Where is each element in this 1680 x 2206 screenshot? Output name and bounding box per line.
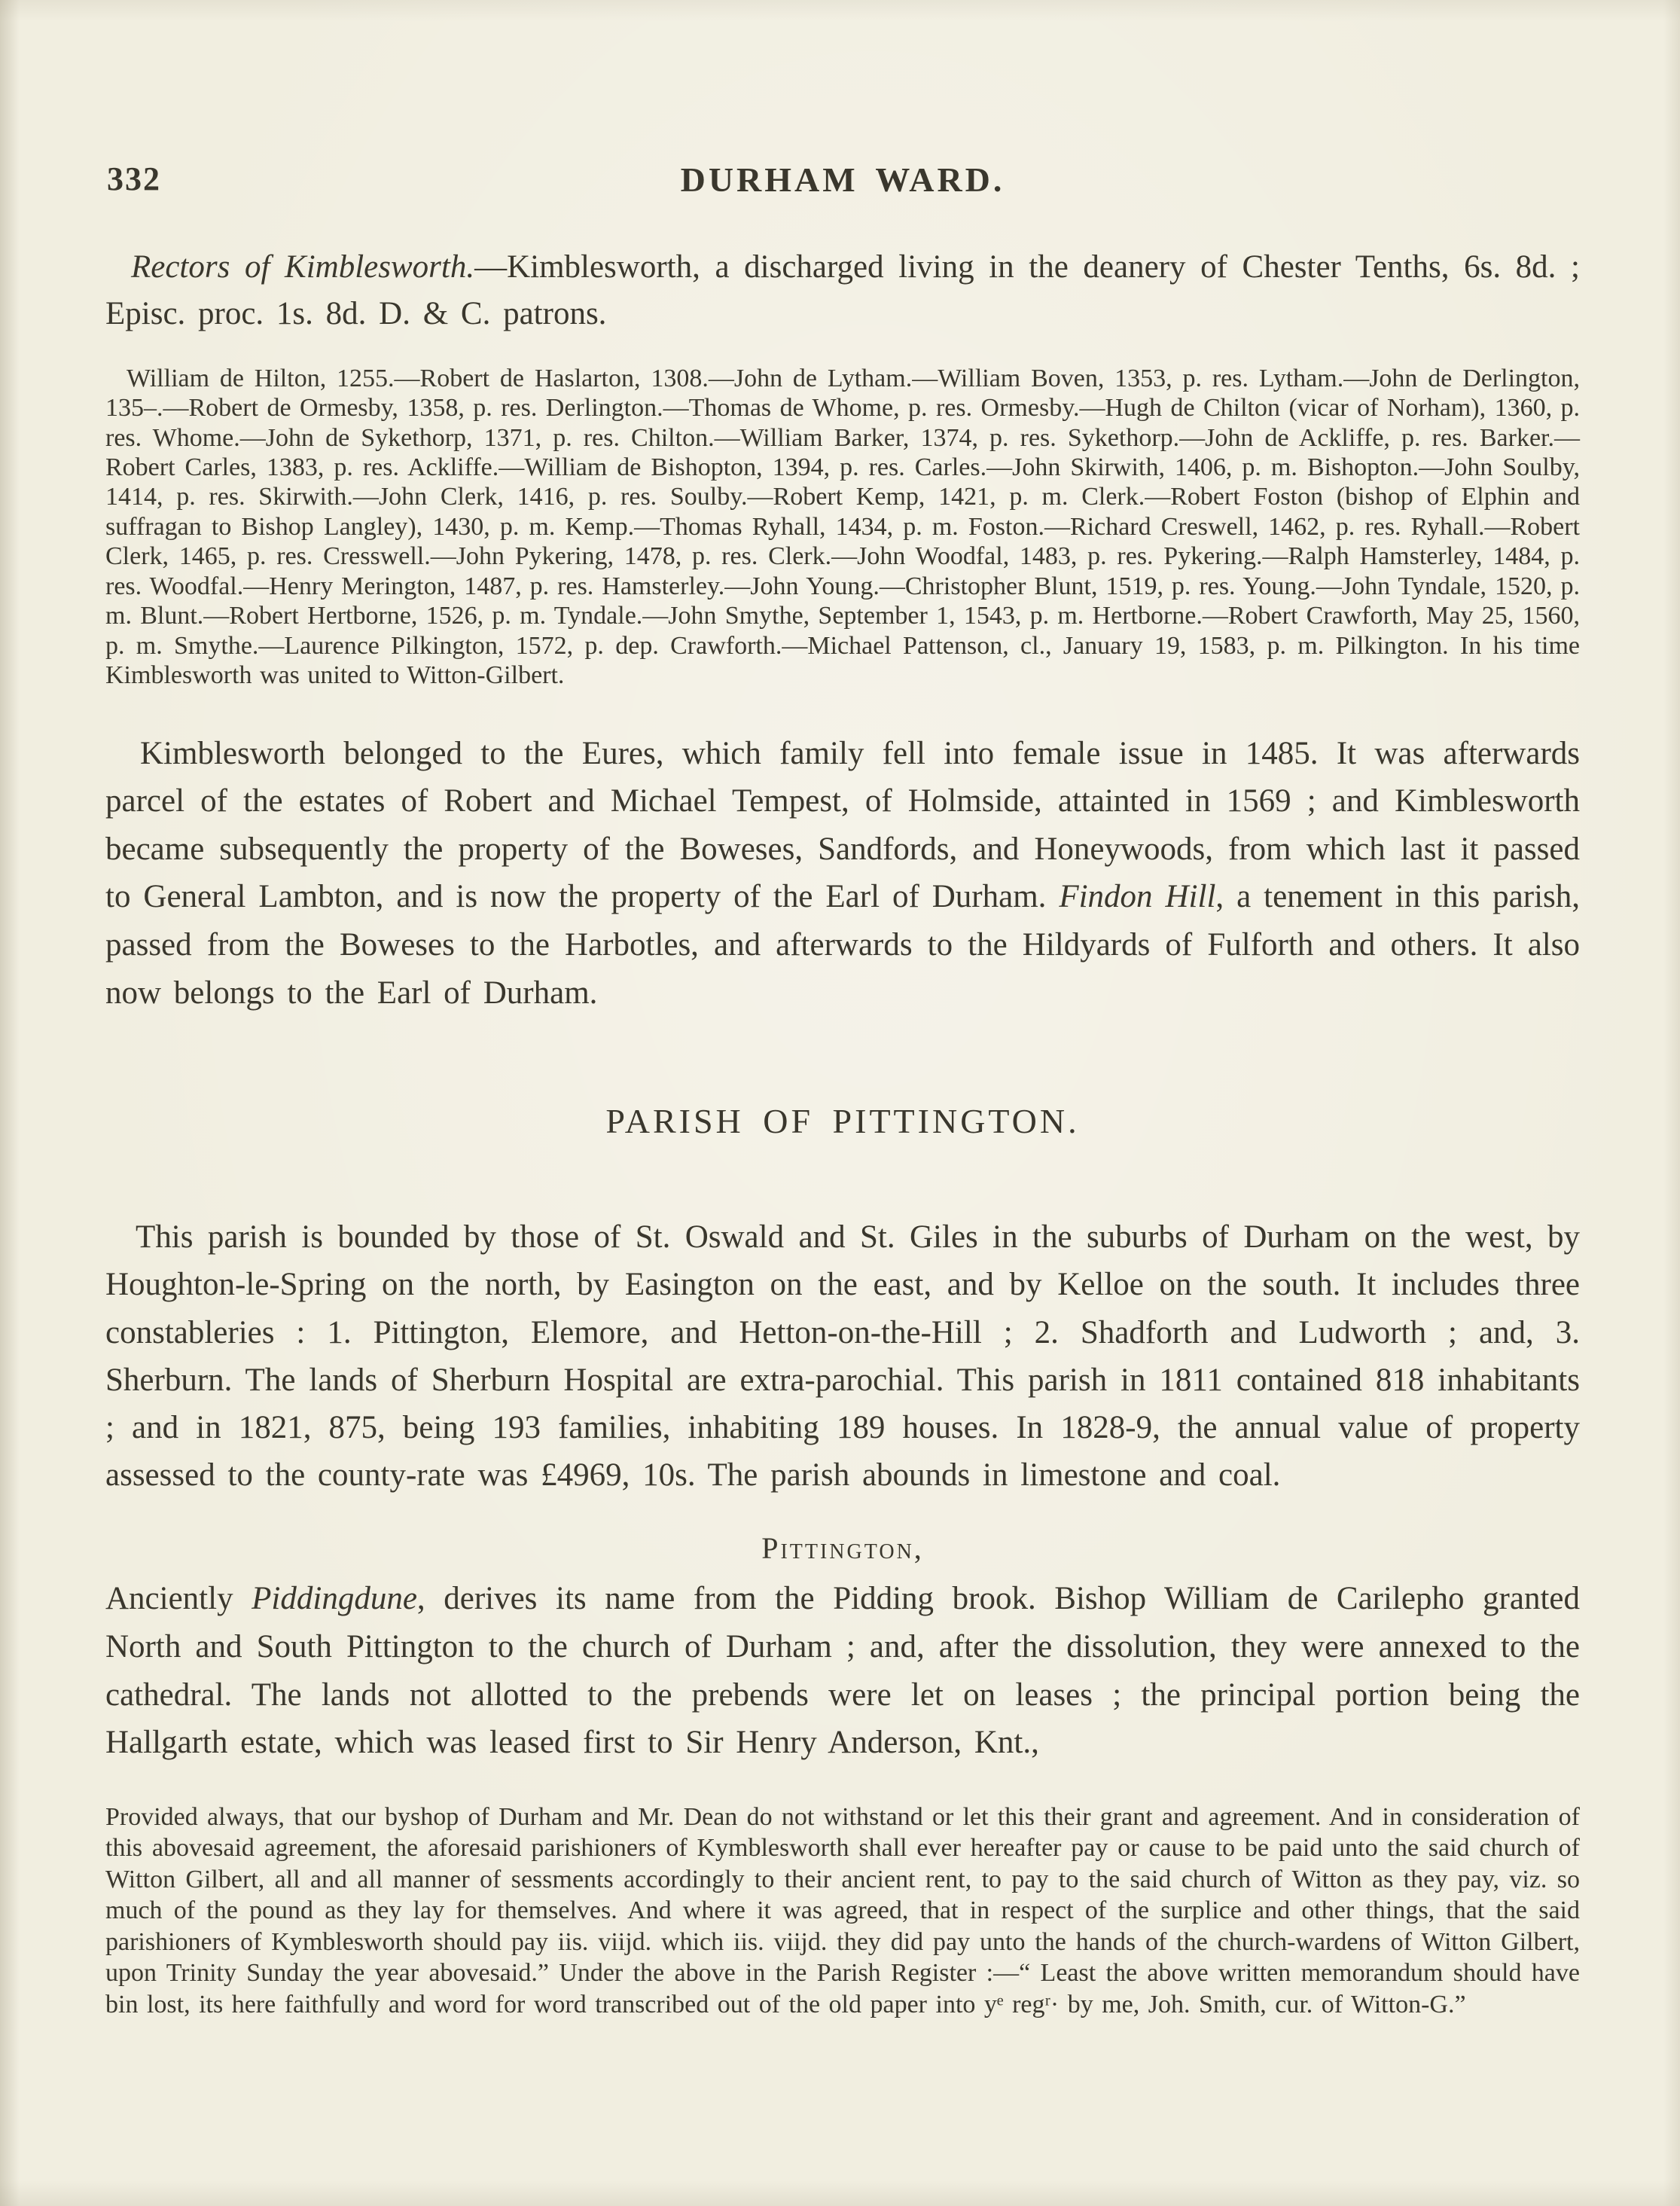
running-head-title: DURHAM WARD. [680,160,1005,199]
kimblesworth-history-part1: Kimblesworth belonged to the Eures, which family fell into female issue in 1485. It was afterwards parcel of the estates of Robert and Michael Tempest, of Holmside, attainted in 1569 ; and Kimblesworth became subsequently the property of the Boweses, Sandfords, and Honeywoods, from which last it passed to General Lambton, and is now the property of the Earl of Durham. [105,735,1580,915]
rectors-intro-paragraph [105,244,1580,338]
parish-description-paragraph: This parish is bounded by those of St. Oswald and St. Giles in the suburbs of Durham on the west, by Houghton-le-Spring on the north, by Easington on the east, and by Kelloe on the south. It includes three constableries : 1. Pittington, Elemore, and Hetton-on-the-Hill ; 2. Shadforth and Ludworth ; and, 3. Sherburn. The lands of Sherburn Hospital are extra-parochial. This parish in 1811 contained 818 inhabitants ; and in 1821, 875, being 193 families, inhabiting 189 houses. In 1828-9, the annual value of property assessed to the county-rate was £4969, 10s. The parish abounds in limestone and coal. [105,1219,1580,1494]
pittington-origin-paragraph [105,1575,1580,1767]
parish-of-pittington-heading: PARISH OF PITTINGTON. [605,1102,1080,1141]
kimblesworth-history-italic: Findon Hill [1059,879,1216,915]
pittington-subheading: Pittington, [761,1531,924,1566]
footnote-paragraph: Provided always, that our byshop of Durham and Mr. Dean do not withstand or let this their grant and agreement. And in consideration of this abovesaid agreement, the aforesaid parishioners of Kymblesworth shall ever hereafter pay or cause to be paid unto the said church of Witton Gilbert, all and all manner of sessments accordingly to their ancient rent, to pay to the said church of Witton as they pay, viz. so much of the pound as they lay for themselves. And where it was agreed, that in respect of the surplice and other things, that the said parishioners of Kymblesworth should pay iis. viijd. which iis. viijd. they did pay unto the hands of the church-wardens of Witton Gilbert, upon Trinity Sunday the year abovesaid.” Under the above in the Parish Register :—“ Least the above written memorandum should have bin lost, its here faithfully and word for word transcribed out of the old paper into yᵉ regʳ· by me, Joh. Smith, cur. of Witton-G.” [105,1802,1580,2018]
rectors-list-paragraph: William de Hilton, 1255.—Robert de Haslarton, 1308.—John de Lytham.—William Boven, 1353, p. res. Lytham.—John de Derlington, 135–.—Robert de Ormesby, 1358, p. res. Derlington.—Thomas de Whome, p. res. Ormesby.—Hugh de Chilton (vicar of Norham), 1360, p. res. Whome.—John de Sykethorp, 1371, p. res. Chilton.—William Barker, 1374, p. res. Sykethorp.—John de Ackliffe, p. res. Barker.—Robert Carles, 1383, p. res. Ackliffe.—William de Bishopton, 1394, p. res. Carles.—John Skirwith, 1406, p. m. Bishopton.—John Soulby, 1414, p. res. Skirwith.—John Clerk, 1416, p. res. Soulby.—Robert Kemp, 1421, p. m. Clerk.—Robert Foston (bishop of Elphin and suffragan to Bishop Langley), 1430, p. m. Kemp.—Thomas Ryhall, 1434, p. m. Foston.—Richard Creswell, 1462, p. res. Ryhall.—Robert Clerk, 1465, p. res. Cresswell.—John Pykering, 1478, p. res. Clerk.—John Woodfal, 1483, p. res. Pykering.—Ralph Hamsterley, 1484, p. res. Woodfal.—Henry Merington, 1487, p. res. Hamsterley.—John Young.—Christopher Blunt, 1519, p. res. Young.—John Tyndale, 1520, p. m. Blunt.—Robert Hertborne, 1526, p. m. Tyndale.—John Smythe, September 1, 1543, p. m. Hertborne.—Robert Crawforth, May 25, 1560, p. m. Smythe.—Laurence Pilkington, 1572, p. dep. Crawforth.—Michael Pattenson, cl., January 19, 1583, p. m. Pilkington. In his time Kimblesworth was united to Witton-Gilbert. [105,364,1580,690]
pittington-origin-italic: Piddingdune [252,1581,417,1617]
kimblesworth-history-paragraph [105,730,1580,1018]
pittington-origin-part1: Anciently [105,1581,252,1617]
rectors-intro-text: —Kimblesworth, a discharged living in the deanery of Chester Tenths, 6s. 8d. ; Episc. proc. 1s. 8d. D. & C. patrons. [105,249,1580,332]
page-text-block [105,0,1580,2020]
rectors-intro-italic-lead: Rectors of Kimblesworth. [131,249,475,285]
page-number: 332 [107,160,161,197]
kimblesworth-history-part2: , a tenement in this parish, passed from the Boweses to the Harbotles, and afterwards to the Hildyards of Fulforth and others. It also now belongs to the Earl of Durham. [105,879,1581,1011]
pittington-origin-part2: , derives its name from the Pidding brook. Bishop William de Carilepho granted North and South Pittington to the church of Durham ; and, after the dissolution, they were annexed to the cathedral. The lands not allotted to the prebends were let on leases ; the principal portion being the Hallgarth estate, which was leased first to Sir Henry Anderson, Knt., [105,1581,1580,1761]
running-head [105,160,1580,200]
